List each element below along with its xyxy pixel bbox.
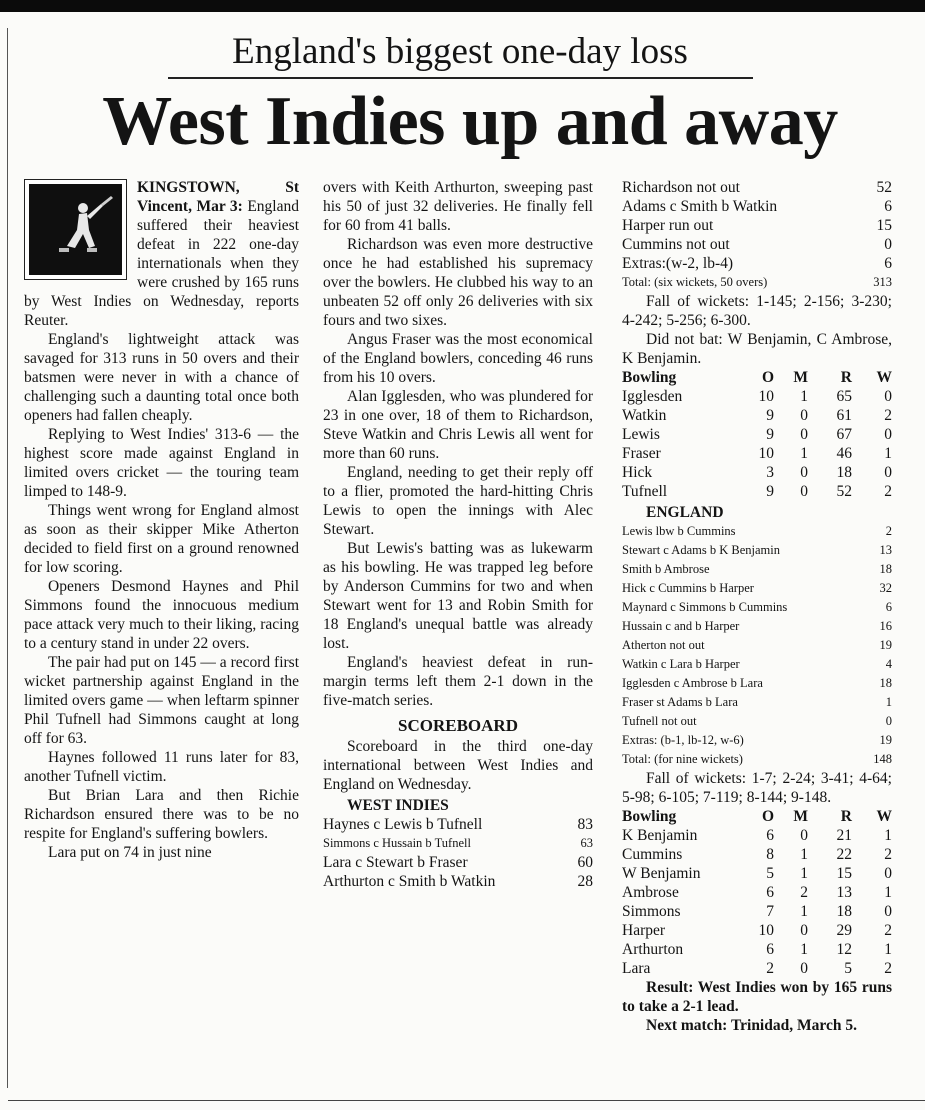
- bowling-row: [622, 387, 892, 406]
- bowler-wickets: 2: [884, 960, 892, 977]
- batsman-runs: 19: [879, 733, 892, 747]
- maidens-header: M: [793, 808, 808, 825]
- england-bowling-header: [622, 368, 892, 387]
- bowler-name: Ambrose: [622, 884, 679, 901]
- bowler-maidens: 0: [800, 960, 808, 977]
- batsman-runs: 28: [577, 873, 593, 890]
- bowler-runs: 21: [836, 827, 852, 844]
- bowler-overs: 10: [758, 388, 774, 405]
- england-fall-of-wickets: Fall of wickets: 1-7; 2-24; 3-41; 4-64; 5-98; 6-105; 7-119; 8-144; 9-148.: [622, 770, 892, 806]
- batting-row: [622, 636, 892, 655]
- bowler-overs: 2: [766, 960, 774, 977]
- batsman-runs: 63: [580, 836, 593, 850]
- bowler-wickets: 2: [884, 922, 892, 939]
- bowler-maidens: 1: [800, 846, 808, 863]
- batsman-entry: Stewart c Adams b K Benjamin: [622, 543, 780, 557]
- runs-header: R: [840, 369, 852, 386]
- batting-row: [622, 598, 892, 617]
- bowling-row: [622, 959, 892, 978]
- batsman-runs: 60: [577, 854, 593, 871]
- bowler-name: Arthurton: [622, 941, 684, 958]
- batting-row: [323, 815, 593, 834]
- bowler-maidens: 0: [800, 827, 808, 844]
- batting-row: [622, 522, 892, 541]
- article-paragraph: Replying to West Indies' 313-6 — the highest score made against England in limited overs cricket — the touring team limped to 148-9.: [24, 426, 299, 500]
- batsman-entry: Igglesden c Ambrose b Lara: [622, 676, 763, 690]
- batsman-runs: 1: [885, 695, 892, 709]
- bowler-maidens: 0: [800, 483, 808, 500]
- batsman-runs: 2: [885, 524, 892, 538]
- batsman-runs: 52: [876, 179, 892, 196]
- west-indies-heading: WEST INDIES: [347, 797, 449, 814]
- bowler-wickets: 2: [884, 407, 892, 424]
- batsman-runs: 32: [879, 581, 892, 595]
- bowler-maidens: 1: [800, 865, 808, 882]
- batsman-runs: 6: [884, 198, 892, 215]
- next-match: Next match: Trinidad, March 5.: [646, 1017, 857, 1034]
- batsman-entry: Lewis lbw b Cummins: [622, 524, 736, 538]
- bowler-wickets: 0: [884, 865, 892, 882]
- bowler-wickets: 2: [884, 483, 892, 500]
- batsman-entry: Haynes c Lewis b Tufnell: [323, 816, 483, 833]
- batsman-runs: 6: [884, 255, 892, 272]
- bowling-row: [622, 883, 892, 902]
- scoreboard-column: [622, 178, 892, 1035]
- batting-row: [622, 750, 892, 769]
- kicker-headline: England's biggest one-day loss: [232, 31, 688, 72]
- bowler-name: Simmons: [622, 903, 681, 920]
- bowler-wickets: 0: [884, 426, 892, 443]
- bowler-runs: 52: [836, 483, 852, 500]
- kicker-underline: [168, 77, 753, 79]
- article-paragraph: Things went wrong for England almost as soon as their skipper Mike Atherton decided to field first on a ground renowned for low scoring.: [24, 502, 299, 576]
- article-paragraph: But Lewis's batting was as lukewarm as his bowling. He was trapped leg before by Anderson Cummins for two and when Stewart went for 13 and Robin Smith for 18 England's unequal battle was already lost.: [323, 540, 593, 652]
- lead-paragraph: England suffered their heaviest defeat in 222 one-day internationals when they were crushed by 165 runs by West Indies on Wednesday, reports Reuter.: [24, 198, 299, 329]
- scoreboard-heading: SCOREBOARD: [398, 716, 518, 735]
- bowling-row: [622, 826, 892, 845]
- batsman-runs: 18: [879, 562, 892, 576]
- batting-row: [323, 872, 593, 891]
- batting-row: [622, 541, 892, 560]
- batsman-runs: 13: [879, 543, 892, 557]
- england-batting: [622, 522, 892, 769]
- article-paragraph: Lara put on 74 in just nine: [48, 844, 212, 861]
- bowler-wickets: 0: [884, 903, 892, 920]
- batting-row: [622, 579, 892, 598]
- batting-row: [622, 674, 892, 693]
- bowling-row: [622, 845, 892, 864]
- article-paragraph: England's heaviest defeat in run-margin terms left them 2-1 down in the five-match series.: [323, 654, 593, 709]
- batsman-entry: Total: (for nine wickets): [622, 752, 743, 766]
- batsman-entry: Simmons c Hussain b Tufnell: [323, 836, 471, 850]
- dateline: KINGSTOWN, St Vincent, Mar 3:: [137, 179, 299, 215]
- batsman-entry: Smith b Ambrose: [622, 562, 710, 576]
- bowler-name: Lewis: [622, 426, 660, 443]
- bowler-wickets: 1: [884, 445, 892, 462]
- england-heading: ENGLAND: [646, 504, 724, 521]
- bowler-runs: 18: [836, 464, 852, 481]
- wickets-header: W: [876, 808, 892, 825]
- batsman-entry: Extras:(w-2, lb-4): [622, 255, 734, 272]
- batting-row: [323, 853, 593, 872]
- overs-header: O: [761, 369, 774, 386]
- batsman-runs: 19: [879, 638, 892, 652]
- batsman-runs: 313: [873, 275, 892, 289]
- batsman-runs: 0: [885, 714, 892, 728]
- bowler-maidens: 1: [800, 903, 808, 920]
- bowler-maidens: 1: [800, 941, 808, 958]
- west-indies-bowling-figures: [622, 826, 892, 978]
- bowler-name: Harper: [622, 922, 666, 939]
- bowler-overs: 6: [766, 941, 774, 958]
- bowler-wickets: 1: [884, 827, 892, 844]
- bowling-row: [622, 940, 892, 959]
- batsman-runs: 83: [577, 816, 593, 833]
- left-column-rule: [7, 28, 8, 1088]
- west-indies-batting-part2: [622, 178, 892, 292]
- bowler-overs: 10: [758, 445, 774, 462]
- bowler-wickets: 1: [884, 884, 892, 901]
- match-result: Result: West Indies won by 165 runs to take a 2-1 lead.: [622, 979, 892, 1015]
- bowler-runs: 13: [836, 884, 852, 901]
- bowler-maidens: 0: [800, 426, 808, 443]
- article-paragraph: The pair had put on 145 — a record first wicket partnership against England in the limited overs game — when leftarm spinner Phil Tufnell had Simmons caught at long off for 63.: [24, 654, 299, 747]
- article-paragraph: England's lightweight attack was savaged for 313 runs in 50 overs and their batsmen were never in with a chance of challenging such a daunting total once both openers had fallen cheaply.: [24, 331, 299, 424]
- bowler-name: Cummins: [622, 846, 683, 863]
- top-black-bar: [0, 0, 925, 12]
- bowler-runs: 29: [836, 922, 852, 939]
- bowling-header-label: Bowling: [622, 808, 677, 825]
- bowler-runs: 12: [836, 941, 852, 958]
- bowler-runs: 18: [836, 903, 852, 920]
- west-indies-bowling-header: [622, 807, 892, 826]
- article-paragraph: Openers Desmond Haynes and Phil Simmons found the innocuous medium pace attack very much to their liking, racing to a century stand in under 22 overs.: [24, 578, 299, 652]
- batsman-entry: Maynard c Simmons b Cummins: [622, 600, 788, 614]
- batting-row: [622, 560, 892, 579]
- west-indies-batting-part1: [323, 815, 593, 891]
- batsman-entry: Watkin c Lara b Harper: [622, 657, 740, 671]
- bowling-header-label: Bowling: [622, 369, 677, 386]
- bowler-name: Igglesden: [622, 388, 683, 405]
- bowling-row: [622, 482, 892, 501]
- batting-row: [622, 254, 892, 273]
- bowler-overs: 9: [766, 426, 774, 443]
- overs-header: O: [761, 808, 774, 825]
- batting-row: [622, 617, 892, 636]
- bowler-overs: 3: [766, 464, 774, 481]
- batsman-entry: Tufnell not out: [622, 714, 697, 728]
- scoreboard-intro: Scoreboard in the third one-day international between West Indies and England on Wednesday.: [323, 738, 593, 793]
- maidens-header: M: [793, 369, 808, 386]
- bowler-overs: 8: [766, 846, 774, 863]
- batting-row: [323, 834, 593, 853]
- bowler-name: Lara: [622, 960, 651, 977]
- bowler-name: Watkin: [622, 407, 667, 424]
- batting-row: [622, 712, 892, 731]
- batsman-photo: [24, 179, 127, 280]
- batsman-runs: 0: [884, 236, 892, 253]
- bowler-runs: 67: [836, 426, 852, 443]
- batting-row: [622, 731, 892, 750]
- bowler-overs: 9: [766, 407, 774, 424]
- batsman-silhouette-icon: [29, 184, 122, 275]
- batsman-entry: Lara c Stewart b Fraser: [323, 854, 468, 871]
- did-not-bat: Did not bat: W Benjamin, C Ambrose, K Benjamin.: [622, 331, 892, 367]
- bowler-wickets: 0: [884, 464, 892, 481]
- bowling-row: [622, 921, 892, 940]
- bowler-name: Tufnell: [622, 483, 668, 500]
- bowling-row: [622, 463, 892, 482]
- bowling-row: [622, 406, 892, 425]
- batsman-entry: Harper run out: [622, 217, 714, 234]
- batting-row: [622, 693, 892, 712]
- article-column-1: [24, 178, 299, 862]
- article-paragraph: But Brian Lara and then Richie Richardson ensured there was to be no respite for England's suffering bowlers.: [24, 787, 299, 842]
- batsman-entry: Hick c Cummins b Harper: [622, 581, 754, 595]
- west-indies-fall-of-wickets: Fall of wickets: 1-145; 2-156; 3-230; 4-242; 5-256; 6-300.: [622, 293, 892, 329]
- bowler-maidens: 0: [800, 407, 808, 424]
- batsman-entry: Arthurton c Smith b Watkin: [323, 873, 496, 890]
- batsman-runs: 148: [873, 752, 892, 766]
- bowler-overs: 7: [766, 903, 774, 920]
- batting-row: [622, 178, 892, 197]
- bowler-runs: 5: [844, 960, 852, 977]
- batsman-entry: Richardson not out: [622, 179, 740, 196]
- batting-row: [622, 216, 892, 235]
- article-paragraph: Angus Fraser was the most economical of the England bowlers, conceding 46 runs from his 10 overs.: [323, 331, 593, 386]
- batting-row: [622, 197, 892, 216]
- bowler-runs: 46: [836, 445, 852, 462]
- bowler-runs: 22: [836, 846, 852, 863]
- bowler-overs: 6: [766, 884, 774, 901]
- bowler-runs: 15: [836, 865, 852, 882]
- batsman-runs: 16: [879, 619, 892, 633]
- bowling-row: [622, 902, 892, 921]
- bottom-rule: [8, 1100, 925, 1101]
- article-paragraph: Alan Igglesden, who was plundered for 23 in one over, 18 of them to Richardson, Steve Watkin and Chris Lewis all went for more than 60 runs.: [323, 388, 593, 462]
- article-paragraph: England, needing to get their reply off to a flier, promoted the hard-hitting Chris Lewis to open the innings with Alec Stewart.: [323, 464, 593, 538]
- batsman-entry: Atherton not out: [622, 638, 705, 652]
- batsman-entry: Adams c Smith b Watkin: [622, 198, 778, 215]
- article-paragraph: Richardson was even more destructive once he had established his supremacy over the bowlers. He clubbed his way to an unbeaten 52 off only 26 deliveries with six fours and two sixes.: [323, 236, 593, 329]
- bowler-maidens: 2: [800, 884, 808, 901]
- bowler-name: K Benjamin: [622, 827, 698, 844]
- bowler-name: Fraser: [622, 445, 661, 462]
- bowler-overs: 6: [766, 827, 774, 844]
- batsman-runs: 6: [885, 600, 892, 614]
- bowler-name: Hick: [622, 464, 653, 481]
- batting-row: [622, 655, 892, 674]
- main-headline: West Indies up and away: [102, 83, 838, 160]
- bowling-row: [622, 864, 892, 883]
- bowler-runs: 61: [836, 407, 852, 424]
- batting-row: [622, 273, 892, 292]
- batsman-runs: 4: [885, 657, 892, 671]
- runs-header: R: [840, 808, 852, 825]
- bowler-maidens: 0: [800, 464, 808, 481]
- bowler-wickets: 1: [884, 941, 892, 958]
- batsman-entry: Total: (six wickets, 50 overs): [622, 275, 768, 289]
- batsman-runs: 18: [879, 676, 892, 690]
- batting-row: [622, 235, 892, 254]
- batsman-entry: Fraser st Adams b Lara: [622, 695, 738, 709]
- bowling-row: [622, 444, 892, 463]
- bowler-runs: 65: [836, 388, 852, 405]
- bowler-maidens: 1: [800, 388, 808, 405]
- batsman-entry: Extras: (b-1, lb-12, w-6): [622, 733, 744, 747]
- bowler-wickets: 0: [884, 388, 892, 405]
- bowler-wickets: 2: [884, 846, 892, 863]
- article-column-2: [323, 178, 593, 891]
- bowler-name: W Benjamin: [622, 865, 701, 882]
- bowler-overs: 10: [758, 922, 774, 939]
- batsman-entry: Cummins not out: [622, 236, 730, 253]
- bowling-row: [622, 425, 892, 444]
- england-bowling-figures: [622, 387, 892, 501]
- wickets-header: W: [876, 369, 892, 386]
- bowler-maidens: 0: [800, 922, 808, 939]
- bowler-overs: 9: [766, 483, 774, 500]
- article-continuation: overs with Keith Arthurton, sweeping past his 50 of just 32 deliveries. He finally fell for 60 from 41 balls.: [323, 179, 593, 234]
- article-paragraph: Haynes followed 11 runs later for 83, another Tufnell victim.: [24, 749, 299, 785]
- bowler-overs: 5: [766, 865, 774, 882]
- batsman-entry: Hussain c and b Harper: [622, 619, 740, 633]
- bowler-maidens: 1: [800, 445, 808, 462]
- batsman-runs: 15: [876, 217, 892, 234]
